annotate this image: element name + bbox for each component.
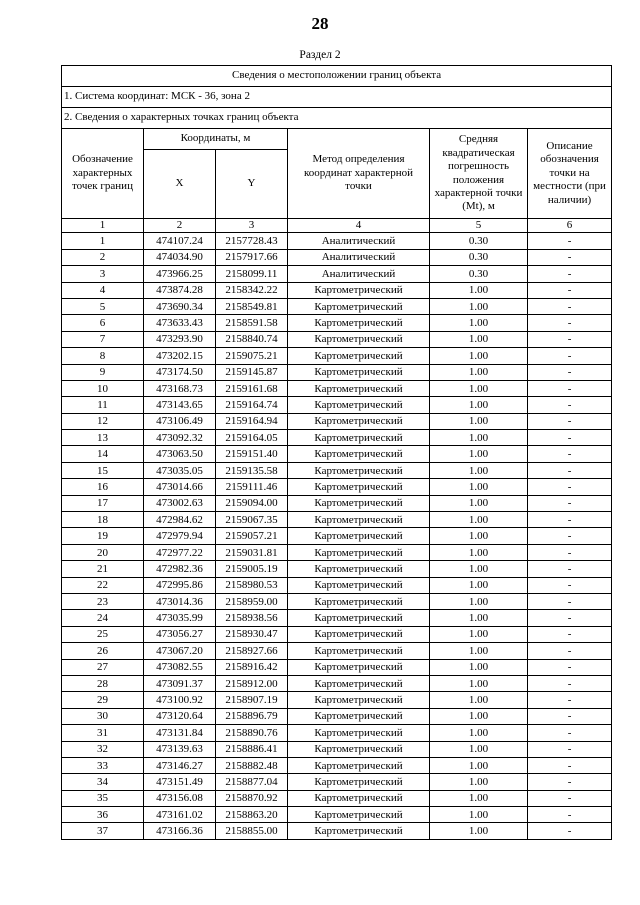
table-row bbox=[62, 610, 612, 626]
description: - bbox=[528, 512, 612, 528]
accuracy: 1.00 bbox=[430, 348, 528, 364]
method: Картометрический bbox=[288, 413, 430, 429]
point-number: 29 bbox=[62, 692, 144, 708]
coord-x: 473120.64 bbox=[144, 708, 216, 724]
method: Аналитический bbox=[288, 266, 430, 282]
method: Картометрический bbox=[288, 577, 430, 593]
accuracy: 1.00 bbox=[430, 725, 528, 741]
point-number: 8 bbox=[62, 348, 144, 364]
coord-y: 2158959.00 bbox=[216, 594, 288, 610]
coord-x: 473874.28 bbox=[144, 282, 216, 298]
coord-y: 2159075.21 bbox=[216, 348, 288, 364]
table-row bbox=[62, 462, 612, 478]
accuracy: 1.00 bbox=[430, 364, 528, 380]
accuracy: 1.00 bbox=[430, 413, 528, 429]
table-row bbox=[62, 774, 612, 790]
coord-y: 2158912.00 bbox=[216, 675, 288, 691]
accuracy: 1.00 bbox=[430, 659, 528, 675]
coord-x: 473966.25 bbox=[144, 266, 216, 282]
method: Картометрический bbox=[288, 331, 430, 347]
table-row bbox=[62, 741, 612, 757]
accuracy: 1.00 bbox=[430, 528, 528, 544]
method: Картометрический bbox=[288, 315, 430, 331]
table-row bbox=[62, 348, 612, 364]
method: Картометрический bbox=[288, 675, 430, 691]
table-row bbox=[62, 790, 612, 806]
coord-x: 473166.36 bbox=[144, 823, 216, 839]
coord-y: 2159111.46 bbox=[216, 479, 288, 495]
header-x: X bbox=[144, 150, 216, 219]
table-row bbox=[62, 446, 612, 462]
description: - bbox=[528, 430, 612, 446]
coord-x: 473293.90 bbox=[144, 331, 216, 347]
accuracy: 1.00 bbox=[430, 430, 528, 446]
coord-x: 473063.50 bbox=[144, 446, 216, 462]
column-number: 3 bbox=[216, 219, 288, 233]
accuracy: 1.00 bbox=[430, 282, 528, 298]
method: Картометрический bbox=[288, 823, 430, 839]
header-description: Описание обозначения точки на местности (при наличии) bbox=[528, 129, 612, 219]
coord-x: 473002.63 bbox=[144, 495, 216, 511]
column-number: 2 bbox=[144, 219, 216, 233]
coord-y: 2159161.68 bbox=[216, 380, 288, 396]
accuracy: 1.00 bbox=[430, 823, 528, 839]
table-row bbox=[62, 413, 612, 429]
description: - bbox=[528, 495, 612, 511]
accuracy: 1.00 bbox=[430, 790, 528, 806]
method: Картометрический bbox=[288, 479, 430, 495]
description: - bbox=[528, 643, 612, 659]
description: - bbox=[528, 708, 612, 724]
header-accuracy: Средняя квадратическая погрешность положения характерной точки (Mt), м bbox=[430, 129, 528, 219]
method: Картометрический bbox=[288, 544, 430, 560]
accuracy: 0.30 bbox=[430, 233, 528, 249]
table-row bbox=[62, 479, 612, 495]
accuracy: 1.00 bbox=[430, 692, 528, 708]
method: Картометрический bbox=[288, 495, 430, 511]
point-number: 7 bbox=[62, 331, 144, 347]
description: - bbox=[528, 594, 612, 610]
accuracy: 1.00 bbox=[430, 397, 528, 413]
table-row bbox=[62, 807, 612, 823]
table-row bbox=[62, 577, 612, 593]
method: Картометрический bbox=[288, 708, 430, 724]
description: - bbox=[528, 479, 612, 495]
table-body bbox=[62, 233, 612, 839]
coord-x: 473156.08 bbox=[144, 790, 216, 806]
description: - bbox=[528, 774, 612, 790]
coord-y: 2159094.00 bbox=[216, 495, 288, 511]
table-row bbox=[62, 626, 612, 642]
table-row bbox=[62, 249, 612, 265]
method: Картометрический bbox=[288, 626, 430, 642]
coord-y: 2158882.48 bbox=[216, 757, 288, 773]
section-label: Раздел 2 bbox=[299, 49, 341, 61]
description: - bbox=[528, 823, 612, 839]
description: - bbox=[528, 725, 612, 741]
description: - bbox=[528, 790, 612, 806]
table-row bbox=[62, 315, 612, 331]
point-number: 25 bbox=[62, 626, 144, 642]
coord-x: 472984.62 bbox=[144, 512, 216, 528]
accuracy: 1.00 bbox=[430, 774, 528, 790]
table-row bbox=[62, 298, 612, 314]
coord-y: 2159057.21 bbox=[216, 528, 288, 544]
description: - bbox=[528, 397, 612, 413]
table-row bbox=[62, 544, 612, 560]
coord-y: 2158099.11 bbox=[216, 266, 288, 282]
coord-y: 2159145.87 bbox=[216, 364, 288, 380]
coord-y: 2158907.19 bbox=[216, 692, 288, 708]
method: Картометрический bbox=[288, 561, 430, 577]
accuracy: 1.00 bbox=[430, 643, 528, 659]
method: Картометрический bbox=[288, 757, 430, 773]
method: Картометрический bbox=[288, 282, 430, 298]
table-row bbox=[62, 282, 612, 298]
description: - bbox=[528, 282, 612, 298]
description: - bbox=[528, 675, 612, 691]
coord-x: 473168.73 bbox=[144, 380, 216, 396]
point-number: 10 bbox=[62, 380, 144, 396]
table-row bbox=[62, 512, 612, 528]
accuracy: 1.00 bbox=[430, 298, 528, 314]
coord-y: 2158855.00 bbox=[216, 823, 288, 839]
point-number: 35 bbox=[62, 790, 144, 806]
method: Картометрический bbox=[288, 643, 430, 659]
description: - bbox=[528, 659, 612, 675]
point-number: 15 bbox=[62, 462, 144, 478]
description: - bbox=[528, 462, 612, 478]
coord-y: 2159005.19 bbox=[216, 561, 288, 577]
point-number: 28 bbox=[62, 675, 144, 691]
method: Картометрический bbox=[288, 462, 430, 478]
table-row bbox=[62, 692, 612, 708]
coord-y: 2158591.58 bbox=[216, 315, 288, 331]
description: - bbox=[528, 413, 612, 429]
accuracy: 1.00 bbox=[430, 675, 528, 691]
method: Картометрический bbox=[288, 790, 430, 806]
description: - bbox=[528, 807, 612, 823]
method: Картометрический bbox=[288, 512, 430, 528]
coord-y: 2159151.40 bbox=[216, 446, 288, 462]
coord-y: 2158890.76 bbox=[216, 725, 288, 741]
table-row bbox=[62, 233, 612, 249]
coord-y: 2159164.74 bbox=[216, 397, 288, 413]
description: - bbox=[528, 331, 612, 347]
description: - bbox=[528, 757, 612, 773]
coord-x: 474107.24 bbox=[144, 233, 216, 249]
accuracy: 1.00 bbox=[430, 544, 528, 560]
column-number: 5 bbox=[430, 219, 528, 233]
coord-x: 473082.55 bbox=[144, 659, 216, 675]
accuracy: 1.00 bbox=[430, 512, 528, 528]
point-number: 9 bbox=[62, 364, 144, 380]
point-number: 17 bbox=[62, 495, 144, 511]
coord-x: 473014.66 bbox=[144, 479, 216, 495]
description: - bbox=[528, 446, 612, 462]
method: Аналитический bbox=[288, 233, 430, 249]
accuracy: 0.30 bbox=[430, 249, 528, 265]
method: Картометрический bbox=[288, 528, 430, 544]
accuracy: 0.30 bbox=[430, 266, 528, 282]
point-number: 23 bbox=[62, 594, 144, 610]
point-number: 12 bbox=[62, 413, 144, 429]
coord-x: 473143.65 bbox=[144, 397, 216, 413]
column-numbers-row bbox=[62, 219, 612, 233]
coord-x: 473690.34 bbox=[144, 298, 216, 314]
coord-x: 473146.27 bbox=[144, 757, 216, 773]
point-number: 3 bbox=[62, 266, 144, 282]
point-number: 37 bbox=[62, 823, 144, 839]
accuracy: 1.00 bbox=[430, 331, 528, 347]
description: - bbox=[528, 364, 612, 380]
accuracy: 1.00 bbox=[430, 577, 528, 593]
description: - bbox=[528, 692, 612, 708]
table-row bbox=[62, 643, 612, 659]
description: - bbox=[528, 544, 612, 560]
method: Картометрический bbox=[288, 397, 430, 413]
point-number: 30 bbox=[62, 708, 144, 724]
accuracy: 1.00 bbox=[430, 380, 528, 396]
method: Картометрический bbox=[288, 610, 430, 626]
point-number: 5 bbox=[62, 298, 144, 314]
coord-y: 2158549.81 bbox=[216, 298, 288, 314]
accuracy: 1.00 bbox=[430, 708, 528, 724]
coord-x: 473035.05 bbox=[144, 462, 216, 478]
coord-y: 2157917.66 bbox=[216, 249, 288, 265]
accuracy: 1.00 bbox=[430, 561, 528, 577]
coord-x: 473633.43 bbox=[144, 315, 216, 331]
coord-x: 473131.84 bbox=[144, 725, 216, 741]
accuracy: 1.00 bbox=[430, 315, 528, 331]
method: Картометрический bbox=[288, 774, 430, 790]
point-number: 13 bbox=[62, 430, 144, 446]
header-y: Y bbox=[216, 150, 288, 219]
point-number: 34 bbox=[62, 774, 144, 790]
description: - bbox=[528, 528, 612, 544]
column-number: 4 bbox=[288, 219, 430, 233]
point-number: 32 bbox=[62, 741, 144, 757]
column-number: 6 bbox=[528, 219, 612, 233]
accuracy: 1.00 bbox=[430, 594, 528, 610]
coord-y: 2158840.74 bbox=[216, 331, 288, 347]
method: Картометрический bbox=[288, 298, 430, 314]
point-number: 20 bbox=[62, 544, 144, 560]
method: Картометрический bbox=[288, 725, 430, 741]
table-row bbox=[62, 364, 612, 380]
coord-x: 472979.94 bbox=[144, 528, 216, 544]
page-number: 28 bbox=[311, 14, 329, 33]
point-number: 36 bbox=[62, 807, 144, 823]
coord-y: 2159135.58 bbox=[216, 462, 288, 478]
accuracy: 1.00 bbox=[430, 757, 528, 773]
method: Картометрический bbox=[288, 430, 430, 446]
coord-y: 2158927.66 bbox=[216, 643, 288, 659]
point-number: 2 bbox=[62, 249, 144, 265]
coord-y: 2158916.42 bbox=[216, 659, 288, 675]
coord-y: 2159164.94 bbox=[216, 413, 288, 429]
method: Аналитический bbox=[288, 249, 430, 265]
coord-x: 473056.27 bbox=[144, 626, 216, 642]
description: - bbox=[528, 577, 612, 593]
method: Картометрический bbox=[288, 446, 430, 462]
method: Картометрический bbox=[288, 659, 430, 675]
column-number: 1 bbox=[62, 219, 144, 233]
point-number: 16 bbox=[62, 479, 144, 495]
coord-x: 473067.20 bbox=[144, 643, 216, 659]
description: - bbox=[528, 610, 612, 626]
table-row bbox=[62, 495, 612, 511]
table-row bbox=[62, 594, 612, 610]
table-row bbox=[62, 659, 612, 675]
table-row bbox=[62, 430, 612, 446]
coord-y: 2158930.47 bbox=[216, 626, 288, 642]
coord-x: 473151.49 bbox=[144, 774, 216, 790]
table-row bbox=[62, 528, 612, 544]
coord-x: 473014.36 bbox=[144, 594, 216, 610]
header-designation: Обозначение характерных точек границ bbox=[62, 129, 144, 219]
accuracy: 1.00 bbox=[430, 462, 528, 478]
coord-y: 2158863.20 bbox=[216, 807, 288, 823]
header-method: Метод определения координат характерной точки bbox=[288, 129, 430, 219]
coord-x: 473202.15 bbox=[144, 348, 216, 364]
table-row bbox=[62, 331, 612, 347]
description: - bbox=[528, 561, 612, 577]
point-number: 24 bbox=[62, 610, 144, 626]
table-row bbox=[62, 823, 612, 839]
method: Картометрический bbox=[288, 380, 430, 396]
point-number: 19 bbox=[62, 528, 144, 544]
point-number: 26 bbox=[62, 643, 144, 659]
method: Картометрический bbox=[288, 692, 430, 708]
coord-y: 2157728.43 bbox=[216, 233, 288, 249]
accuracy: 1.00 bbox=[430, 741, 528, 757]
point-number: 1 bbox=[62, 233, 144, 249]
point-number: 21 bbox=[62, 561, 144, 577]
table-row bbox=[62, 725, 612, 741]
accuracy: 1.00 bbox=[430, 446, 528, 462]
header-coordinates: Координаты, м bbox=[144, 129, 288, 150]
description: - bbox=[528, 626, 612, 642]
coord-y: 2158870.92 bbox=[216, 790, 288, 806]
table-row bbox=[62, 397, 612, 413]
coord-x: 473091.37 bbox=[144, 675, 216, 691]
coord-y: 2158896.79 bbox=[216, 708, 288, 724]
accuracy: 1.00 bbox=[430, 626, 528, 642]
point-number: 31 bbox=[62, 725, 144, 741]
coord-x: 473161.02 bbox=[144, 807, 216, 823]
description: - bbox=[528, 348, 612, 364]
table-row bbox=[62, 757, 612, 773]
point-number: 27 bbox=[62, 659, 144, 675]
table-row bbox=[62, 266, 612, 282]
coord-x: 473100.92 bbox=[144, 692, 216, 708]
description: - bbox=[528, 298, 612, 314]
point-number: 11 bbox=[62, 397, 144, 413]
table-title: Сведения о местоположении границ объекта bbox=[62, 66, 612, 87]
table-row bbox=[62, 561, 612, 577]
coord-y: 2159031.81 bbox=[216, 544, 288, 560]
description: - bbox=[528, 249, 612, 265]
points-heading: 2. Сведения о характерных точках границ объекта bbox=[62, 108, 612, 129]
description: - bbox=[528, 266, 612, 282]
table-row bbox=[62, 675, 612, 691]
accuracy: 1.00 bbox=[430, 610, 528, 626]
point-number: 33 bbox=[62, 757, 144, 773]
coord-x: 473106.49 bbox=[144, 413, 216, 429]
description: - bbox=[528, 741, 612, 757]
boundary-points-table bbox=[61, 65, 612, 840]
point-number: 4 bbox=[62, 282, 144, 298]
method: Картометрический bbox=[288, 348, 430, 364]
accuracy: 1.00 bbox=[430, 807, 528, 823]
coord-x: 472982.36 bbox=[144, 561, 216, 577]
accuracy: 1.00 bbox=[430, 479, 528, 495]
coord-x: 474034.90 bbox=[144, 249, 216, 265]
coord-y: 2159067.35 bbox=[216, 512, 288, 528]
coord-y: 2158938.56 bbox=[216, 610, 288, 626]
method: Картометрический bbox=[288, 364, 430, 380]
coord-x: 473174.50 bbox=[144, 364, 216, 380]
coord-y: 2158886.41 bbox=[216, 741, 288, 757]
coord-x: 472995.86 bbox=[144, 577, 216, 593]
description: - bbox=[528, 380, 612, 396]
coord-y: 2158342.22 bbox=[216, 282, 288, 298]
coord-y: 2159164.05 bbox=[216, 430, 288, 446]
point-number: 14 bbox=[62, 446, 144, 462]
coord-y: 2158980.53 bbox=[216, 577, 288, 593]
coordinate-system: 1. Система координат: МСК - 36, зона 2 bbox=[62, 87, 612, 108]
accuracy: 1.00 bbox=[430, 495, 528, 511]
point-number: 22 bbox=[62, 577, 144, 593]
coord-x: 473035.99 bbox=[144, 610, 216, 626]
description: - bbox=[528, 315, 612, 331]
method: Картометрический bbox=[288, 594, 430, 610]
point-number: 6 bbox=[62, 315, 144, 331]
method: Картометрический bbox=[288, 807, 430, 823]
table-row bbox=[62, 380, 612, 396]
point-number: 18 bbox=[62, 512, 144, 528]
table-row bbox=[62, 708, 612, 724]
coord-y: 2158877.04 bbox=[216, 774, 288, 790]
coord-x: 473139.63 bbox=[144, 741, 216, 757]
coord-x: 473092.32 bbox=[144, 430, 216, 446]
coord-x: 472977.22 bbox=[144, 544, 216, 560]
description: - bbox=[528, 233, 612, 249]
method: Картометрический bbox=[288, 741, 430, 757]
